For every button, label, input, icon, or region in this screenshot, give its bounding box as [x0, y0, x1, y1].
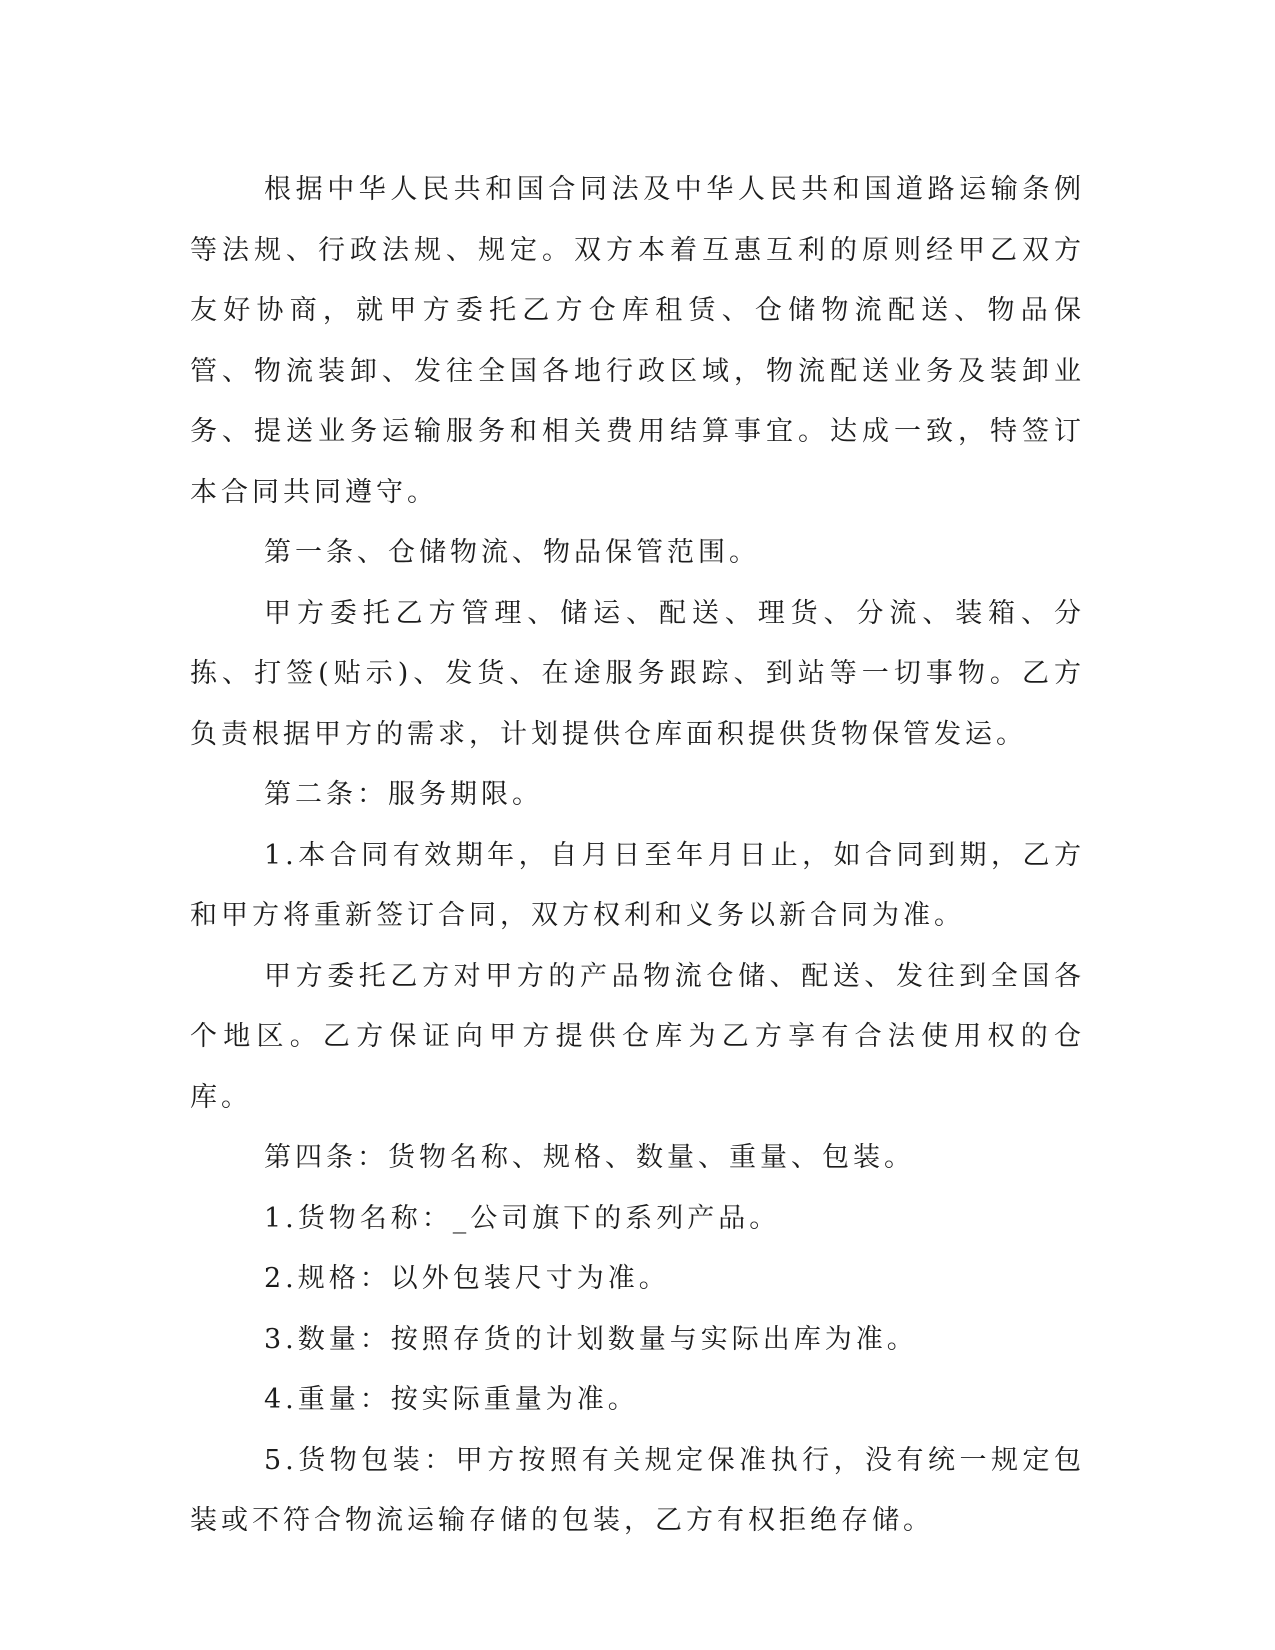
- paragraph-delivery-scope: 甲方委托乙方对甲方的产品物流仓储、配送、发往到全国各个地区。乙方保证向甲方提供仓库为乙方享有合法使用权的仓库。: [190, 960, 1085, 1113]
- paragraph-goods-weight: 4.重量：按实际重量为准。: [264, 1384, 639, 1415]
- paragraph-article-1-body: 甲方委托乙方管理、储运、配送、理货、分流、装箱、分拣、打签(贴示)、发货、在途服务跟踪、到站等一切事物。乙方负责根据甲方的需求，计划提供仓库面积提供货物保管发运。: [190, 597, 1085, 750]
- paragraph-preamble: 根据中华人民共和国合同法及中华人民共和国道路运输条例等法规、行政法规、规定。双方本着互惠互利的原则经甲乙双方友好协商，就甲方委托乙方仓库租赁、仓储物流配送、物品保管、物流装卸、发往全国各地行政区域，物流配送业务及装卸业务、提送业务运输服务和相关费用结算事宜。达成一致，特签订本合同共同遵守。: [190, 174, 1085, 508]
- paragraph-goods-quantity: 3.数量：按照存货的计划数量与实际出库为准。: [264, 1323, 918, 1355]
- paragraph-goods-packaging: 5.货物包装：甲方按照有关规定保准执行，没有统一规定包装或不符合物流运输存储的包装，乙方有权拒绝存储。: [190, 1444, 1085, 1536]
- paragraph-article-2-heading: 第二条：服务期限。: [264, 779, 543, 810]
- paragraph-term-item-1: 1.本合同有效期年，自月日至年月日止，如合同到期，乙方和甲方将重新签订合同，双方权利和义务以新合同为准。: [190, 839, 1085, 931]
- paragraph-goods-spec: 2.规格：以外包装尺寸为准。: [264, 1263, 670, 1294]
- paragraph-goods-name: 1.货物名称：_公司旗下的系列产品。: [264, 1202, 781, 1234]
- document-body: [190, 160, 1085, 1552]
- paragraph-article-1-heading: 第一条、仓储物流、物品保管范围。: [264, 537, 760, 568]
- paragraph-article-4-heading: 第四条：货物名称、规格、数量、重量、包装。: [264, 1142, 915, 1173]
